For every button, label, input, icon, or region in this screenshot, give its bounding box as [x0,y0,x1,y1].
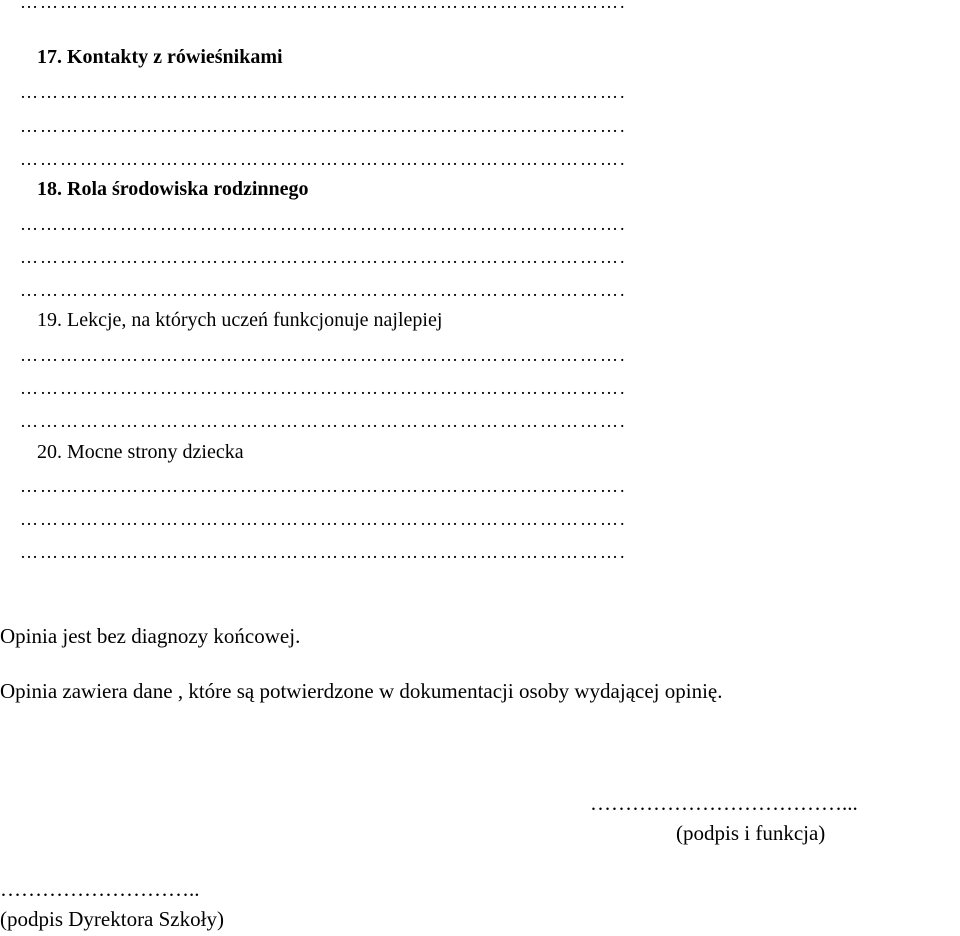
answer-line[interactable]: ………………………………………………………………………………. [20,509,627,529]
answer-line[interactable]: ………………………………………………………………………………. [20,247,627,267]
answer-line[interactable]: ………………………………………………………………………………. [20,378,627,398]
answer-line[interactable]: ………………………………………………………………………………. [20,345,627,365]
answer-line[interactable]: ………………………………………………………………………………. [20,116,627,136]
section-title: Mocne strony dziecka [67,441,244,463]
answer-line[interactable]: ………………………………………………………………………………. [20,280,627,300]
answer-line[interactable]: ………………………………………………………………………………. [20,411,627,431]
section-number: 20. [37,441,62,463]
section-heading-17 [37,45,283,69]
director-signature-line[interactable]: ……………………….. [0,877,200,901]
section-heading-18 [37,177,309,201]
note-no-diagnosis: Opinia jest bez diagnozy końcowej. [0,624,301,648]
section-number: 17. [37,46,62,68]
director-signature-label: (podpis Dyrektora Szkoły) [0,907,224,931]
answer-line[interactable]: ………………………………………………………………………………. [20,214,627,234]
answer-line[interactable]: ………………………………………………………………………………. [20,82,627,102]
answer-line[interactable]: ………………………………………………………………………………. [20,542,627,562]
answer-line[interactable]: ………………………………………………………………………………. [20,149,627,169]
section-heading-19 [37,308,442,332]
section-title: Kontakty z rówieśnikami [67,46,283,68]
section-heading-20 [37,440,244,464]
function-signature-label: (podpis i funkcja) [676,821,826,845]
section-title: Lekcje, na których uczeń funkcjonuje najlepiej [67,309,443,331]
section-number: 19. [37,309,62,331]
answer-line[interactable]: ………………………………………………………………………………. [20,0,627,12]
function-signature-line[interactable]: ………………………………... [590,791,858,815]
note-data-confirmed: Opinia zawiera dane , które są potwierdzone w dokumentacji osoby wydającej opinię. [0,679,723,703]
answer-line[interactable]: ………………………………………………………………………………. [20,476,627,496]
section-title: Rola środowiska rodzinnego [67,178,309,200]
section-number: 18. [37,178,62,200]
